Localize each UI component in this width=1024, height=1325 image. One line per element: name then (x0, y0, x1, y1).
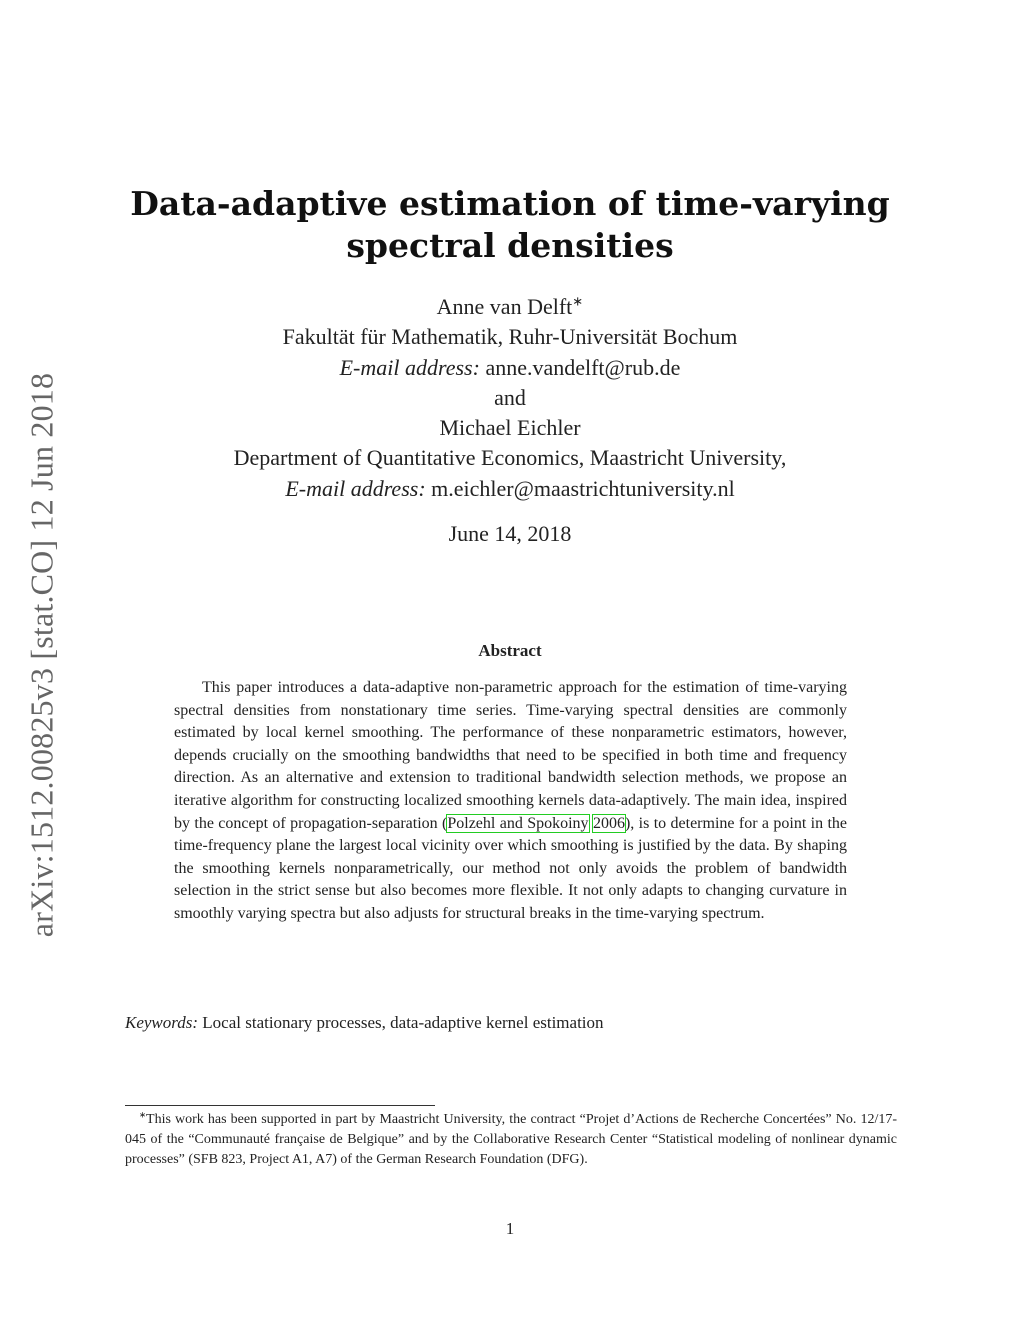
paper-date: June 14, 2018 (448, 521, 572, 546)
footnote-divider (125, 1105, 435, 1106)
author-2-email-line (100, 474, 920, 504)
author-1-affiliation: Fakultät für Mathematik, Ruhr-Universität Bochum (282, 324, 738, 350)
citation-year-link[interactable]: 2006 (592, 814, 625, 832)
author-1-email-line (100, 353, 920, 383)
author-1-footnote-mark[interactable]: ∗ (572, 293, 584, 309)
footnote (125, 1110, 897, 1170)
citation-link[interactable]: Polzehl and Spokoiny (447, 814, 589, 832)
footnote-text: This work has been supported in part by Maastricht University, the contract “Projet d’Actions de Recherche Concertées” No. 12/17-045 of the “Communauté française de Belgique” and by the Collaborative Research Center “Statistical modeling of nonlinear dynamic processes” (SFB 823, Project A1, A7) of the German Research Foundation (DFG). (125, 1112, 897, 1167)
footnote-mark: ∗ (139, 1110, 147, 1120)
author-2-name: Michael Eichler (439, 415, 581, 441)
page-number: 1 (505, 1219, 515, 1238)
keywords-text: Local stationary processes, data-adaptive kernel estimation (202, 1013, 604, 1032)
abstract-text-part-2: ), is to determine for a point in the time-frequency plane the largest local vicinity over which smoothing is justified by the data. By shaping the smoothing kernels nonparametrically, our method not only avoids the problem of bandwidth selection in the strict sense but also becomes more flexible. It not only adapts to changing curvature in smoothly varying spectra but also adjusts for structural breaks in the time-varying spectrum. (174, 814, 848, 922)
author-1-line (100, 292, 920, 322)
abstract-text-part-1: This paper introduces a data-adaptive non-parametric approach for the estimation of time-varying spectral densities from nonstationary time series. Time-varying spectral densities are commonly estimated by local kernel smoothing. The performance of these nonparametric estimators, however, depends crucially on the smoothing bandwidths that need to be specified in both time and frequency direction. As an alternative and extension to traditional bandwidth selection methods, we propose an iterative algorithm for constructing localized smoothing kernels data-adaptively. The main idea, inspired by the concept of propagation-separation ( (174, 679, 847, 832)
author-1-email[interactable]: anne.vandelft@rub.de (485, 354, 681, 380)
author-2-email[interactable]: m.eichler@maastrichtuniversity.nl (431, 475, 735, 501)
arxiv-identifier-stamp: arXiv:1512.00825v3 [stat.CO] 12 Jun 2018 (23, 372, 60, 938)
paper-title (100, 183, 920, 267)
author-1-name: Anne van Delft (436, 294, 573, 319)
title-line-1: Data-adaptive estimation of time-varying (130, 184, 890, 223)
abstract-body (174, 677, 847, 926)
abstract-heading: Abstract (478, 641, 542, 660)
author-block (100, 292, 920, 504)
author-conjunction: and (494, 384, 526, 410)
title-line-2: spectral densities (346, 226, 674, 265)
author-2-affiliation: Department of Quantitative Economics, Maastricht University, (233, 445, 787, 471)
keywords-label: Keywords: (125, 1013, 199, 1032)
keywords-line (125, 1013, 900, 1033)
email-label: E-mail address: (285, 475, 426, 501)
email-label: E-mail address: (339, 354, 480, 380)
